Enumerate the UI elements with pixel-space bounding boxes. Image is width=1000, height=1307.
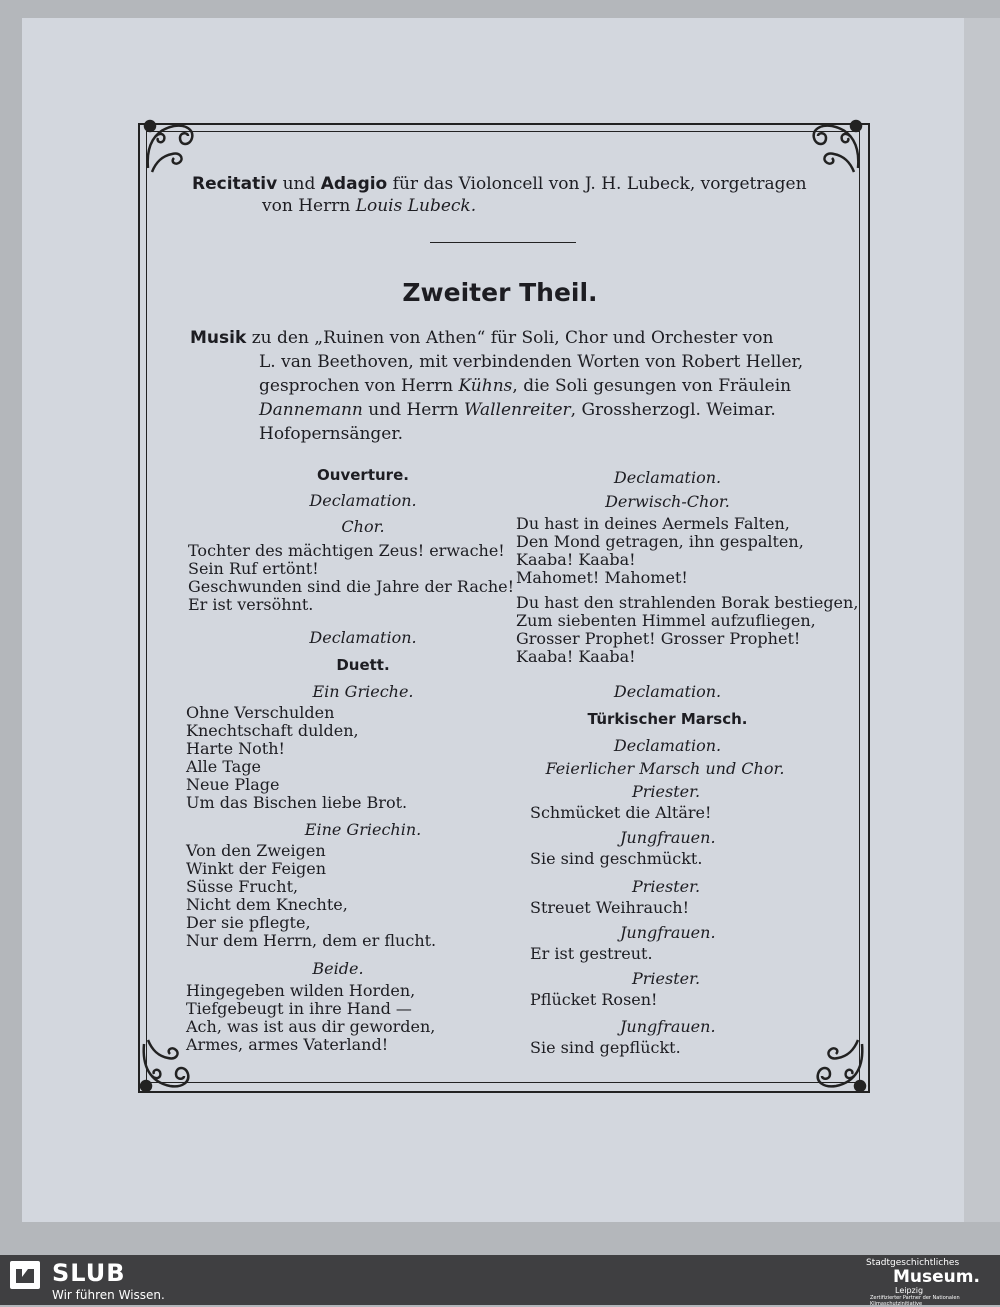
intro-term-adagio: Adagio [320, 174, 388, 194]
musik-singer2: Wallenreiter [463, 400, 571, 420]
intro-word-und: und [282, 174, 316, 194]
musik-line-3 [259, 376, 791, 396]
lyric-line: Sie sind geschmückt. [530, 849, 703, 868]
musik-line1-text: zu den „Ruinen von Athen“ für Soli, Chor und Orchester von [251, 328, 774, 348]
corner-ornament-icon [806, 1032, 870, 1096]
heading-feierlicher-marsch: Feierlicher Marsch und Chor. [545, 759, 785, 778]
intro-term-recitativ: Recitativ [192, 174, 278, 194]
heading-declamation: Declamation. [613, 468, 722, 487]
intro-line-2 [262, 196, 476, 216]
chor-line: Geschwunden sind die Jahre der Rache! [188, 577, 515, 596]
griechin-line: Winkt der Feigen [186, 859, 327, 878]
intro-rest: für das Violoncell von J. H. Lubeck, vorgetragen [392, 174, 807, 194]
musik-line-1 [190, 328, 773, 348]
beide-line: Ach, was ist aus dir geworden, [186, 1017, 436, 1036]
intro-line-1 [192, 174, 807, 194]
heading-griechin: Eine Griechin. [304, 820, 422, 839]
derwisch-line: Den Mond getragen, ihn gespalten, [516, 532, 804, 551]
heading-declamation: Declamation. [309, 491, 417, 510]
heading-grieche: Ein Grieche. [312, 682, 414, 701]
musik-line4-post: , Grossherzogl. Weimar. [570, 400, 776, 420]
slub-tagline: Wir führen Wissen. [52, 1288, 165, 1302]
heading-declamation: Declamation. [309, 628, 417, 647]
heading-chor: Chor. [341, 517, 385, 536]
role-jungfrauen: Jungfrauen. [620, 828, 716, 847]
role-priester: Priester. [632, 877, 701, 896]
chor-line: Er ist versöhnt. [188, 595, 314, 614]
lyric-line: Pflücket Rosen! [530, 990, 658, 1009]
griechin-line: Süsse Frucht, [186, 877, 299, 896]
adjacent-page-edge [964, 18, 1000, 1222]
museum-city: Leipzig [895, 1286, 924, 1295]
grieche-line: Harte Noth! [186, 739, 285, 758]
derwisch-line: Mahomet! Mahomet! [516, 568, 688, 587]
derwisch-line: Grosser Prophet! Grosser Prophet! [516, 629, 801, 648]
beide-line: Hingegeben wilden Horden, [186, 981, 416, 1000]
lyric-line: Er ist gestreut. [530, 944, 653, 963]
derwisch-line: Du hast in deines Aermels Falten, [516, 514, 790, 533]
griechin-line: Der sie pflegte, [186, 913, 311, 932]
slub-name[interactable]: SLUB [52, 1259, 126, 1287]
beide-line: Armes, armes Vaterland! [186, 1035, 389, 1054]
musik-und: und Herrn [368, 400, 459, 420]
museum-name[interactable]: Museum. [893, 1267, 980, 1287]
chor-line: Sein Ruf ertönt! [188, 559, 319, 578]
musik-singer1: Dannemann [259, 400, 363, 420]
griechin-line: Nicht dem Knechte, [186, 895, 348, 914]
museum-note: Zertifizierter Partner der Nationalen Klimaschutzinitiative [870, 1295, 960, 1307]
musik-line-2: L. van Beethoven, mit verbindenden Worten von Robert Heller, [259, 352, 804, 372]
musik-line-4 [259, 400, 776, 420]
griechin-line: Nur dem Herrn, dem er flucht. [186, 931, 437, 950]
derwisch-line: Kaaba! Kaaba! [516, 550, 636, 569]
divider-rule [430, 242, 576, 243]
derwisch-line: Kaaba! Kaaba! [516, 647, 636, 666]
derwisch-line: Zum siebenten Himmel aufzufliegen, [516, 611, 816, 630]
intro-performer: Louis Lubeck. [355, 196, 477, 216]
lyric-line: Sie sind gepflückt. [530, 1038, 681, 1057]
chor-line: Tochter des mächtigen Zeus! erwache! [188, 541, 505, 560]
heading-declamation: Declamation. [613, 682, 722, 701]
beide-line: Tiefgebeugt in ihre Hand — [186, 999, 412, 1018]
museum-label-small: Stadtgeschichtliches [866, 1258, 960, 1268]
heading-derwisch-chor: Derwisch-Chor. [605, 492, 730, 511]
heading-declamation: Declamation. [613, 736, 722, 755]
role-jungfrauen: Jungfrauen. [620, 1017, 716, 1036]
grieche-line: Alle Tage [186, 757, 262, 776]
grieche-line: Neue Plage [186, 775, 280, 794]
heading-tuerkischer-marsch: Türkischer Marsch. [587, 710, 748, 728]
musik-speaker: Kühns [458, 376, 513, 396]
lyric-line: Streuet Weihrauch! [530, 898, 690, 917]
musik-line-5: Hofopernsänger. [259, 424, 404, 444]
grieche-line: Um das Bischen liebe Brot. [186, 793, 408, 812]
grieche-line: Ohne Verschulden [186, 703, 335, 722]
heading-beide: Beide. [312, 959, 364, 978]
derwisch-line: Du hast den strahlenden Borak bestiegen, [516, 593, 859, 612]
footer-bar [0, 1255, 1000, 1305]
musik-line3-pre: gesprochen von Herrn [259, 376, 454, 396]
musik-term: Musik [190, 328, 247, 348]
section-title: Zweiter Theil. [402, 278, 598, 307]
lyric-line: Schmücket die Altäre! [530, 803, 712, 822]
role-jungfrauen: Jungfrauen. [620, 923, 716, 942]
grieche-line: Knechtschaft dulden, [186, 721, 359, 740]
intro-line2-pre: von Herrn [262, 196, 351, 216]
heading-ouverture: Ouverture. [317, 466, 409, 484]
heading-duett: Duett. [336, 656, 390, 674]
griechin-line: Von den Zweigen [186, 841, 326, 860]
slub-logo-icon[interactable] [10, 1261, 40, 1289]
role-priester: Priester. [632, 782, 701, 801]
musik-line3-post: , die Soli gesungen von Fräulein [512, 376, 792, 396]
corner-ornament-icon [140, 116, 204, 180]
role-priester: Priester. [632, 969, 701, 988]
corner-ornament-icon [802, 116, 866, 180]
